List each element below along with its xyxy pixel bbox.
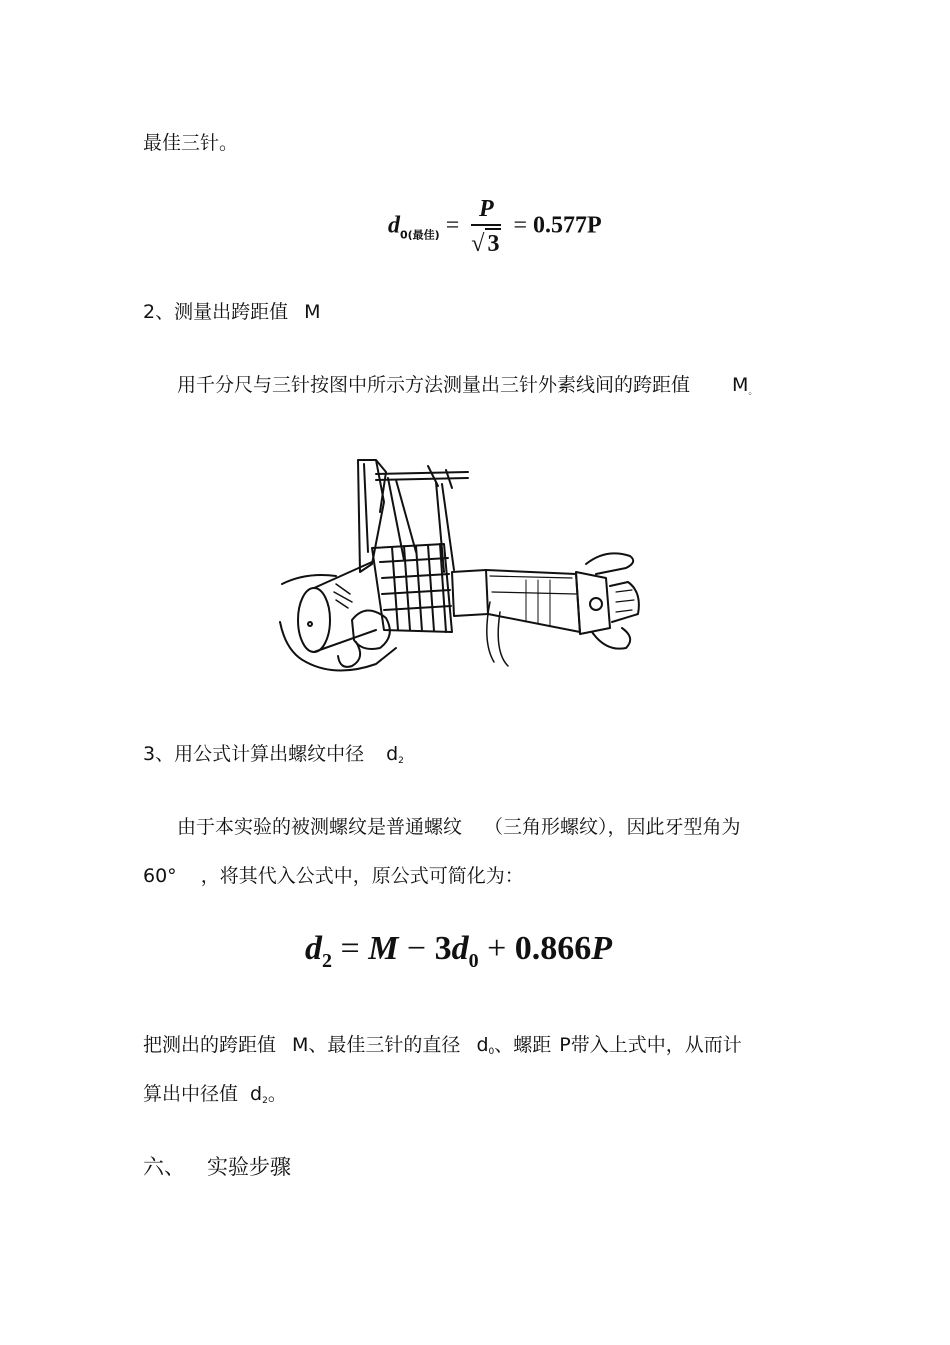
section3-heading-sub: 2: [398, 756, 404, 766]
conclusion-line2-end: 。: [267, 1083, 287, 1105]
conclusion-line1-b: 、最佳三针的直径: [308, 1034, 461, 1056]
conclusion-line2-d: d: [250, 1083, 263, 1105]
section6-number: 六、: [143, 1155, 185, 1179]
formula1-d: d: [388, 212, 400, 239]
formula2-equals: =: [340, 930, 360, 967]
formula1-result: 0.577P: [532, 212, 602, 239]
formula2-minus: −: [406, 930, 427, 967]
formula2-sub0: 0: [468, 950, 479, 972]
conclusion-line1-d2: 带入上式中，从而计: [570, 1034, 742, 1056]
formula1-numerator: P: [471, 196, 501, 226]
section3-heading-text: 3、用公式计算出螺纹中径: [143, 743, 365, 765]
conclusion-line2-sub: 2: [262, 1096, 268, 1106]
conclusion-line1: [143, 1033, 742, 1064]
section6-heading: [143, 1155, 291, 1179]
formula2-P: P: [591, 930, 613, 967]
section2-paragraph-end: 。: [748, 387, 758, 397]
formula2-d: d: [305, 930, 322, 967]
conclusion-line1-c: 、螺距: [494, 1034, 552, 1056]
section2-heading: [143, 300, 321, 324]
formula1-subscript: 0(最佳): [400, 228, 440, 242]
section3-para-line2: [143, 864, 524, 888]
conclusion-line2: [143, 1082, 287, 1113]
formula2-M: M: [368, 930, 399, 967]
formula1-fraction: [471, 196, 501, 258]
formula2-sub2: 2: [322, 950, 332, 972]
section3-para1-a: 由于本实验的被测螺纹是普通螺纹: [177, 816, 463, 838]
formula1-radical: √: [471, 231, 485, 257]
section3-para-line1: [177, 815, 741, 839]
formula2-plus: +: [487, 930, 507, 967]
micrometer-three-wire-illustration: [276, 452, 648, 688]
section3-para1-b: （三角形螺纹），因此牙型角为: [484, 816, 741, 838]
section2-heading-var: M: [304, 301, 321, 323]
formula2-d0: d: [451, 930, 469, 967]
section2-paragraph-text: 用千分尺与三针按图中所示方法测量出三针外素线间的跨距值: [177, 374, 691, 396]
section3-para2-b: ，将其代入公式中，原公式可简化为：: [200, 865, 524, 887]
formula1-equals: =: [445, 212, 460, 239]
formula2-three: 3: [434, 930, 452, 967]
section3-heading-var: d: [386, 743, 399, 765]
section3-para2-a: 60°: [143, 865, 177, 887]
formula-best-wire-diameter: [388, 196, 602, 258]
conclusion-line2-a: 算出中径值: [143, 1083, 239, 1105]
intro-text: 最佳三针。: [143, 132, 239, 154]
section6-title: 实验步骤: [207, 1155, 291, 1179]
conclusion-line1-d: d: [476, 1034, 489, 1056]
section2-heading-text: 2、测量出跨距值: [143, 301, 289, 323]
section3-heading: [143, 742, 404, 773]
conclusion-line1-sub: 0: [488, 1047, 495, 1057]
formula2-term: 0.866: [514, 930, 592, 967]
formula-pitch-diameter: [305, 930, 612, 973]
section2-paragraph-var: M: [732, 374, 749, 396]
section2-paragraph: [177, 373, 757, 404]
formula1-equals-2: =: [513, 212, 527, 239]
conclusion-line1-a: 把测出的跨距值: [143, 1034, 277, 1056]
conclusion-line1-P: P: [559, 1034, 571, 1056]
formula1-root: 3: [485, 228, 501, 258]
conclusion-line1-M: M: [292, 1034, 309, 1056]
